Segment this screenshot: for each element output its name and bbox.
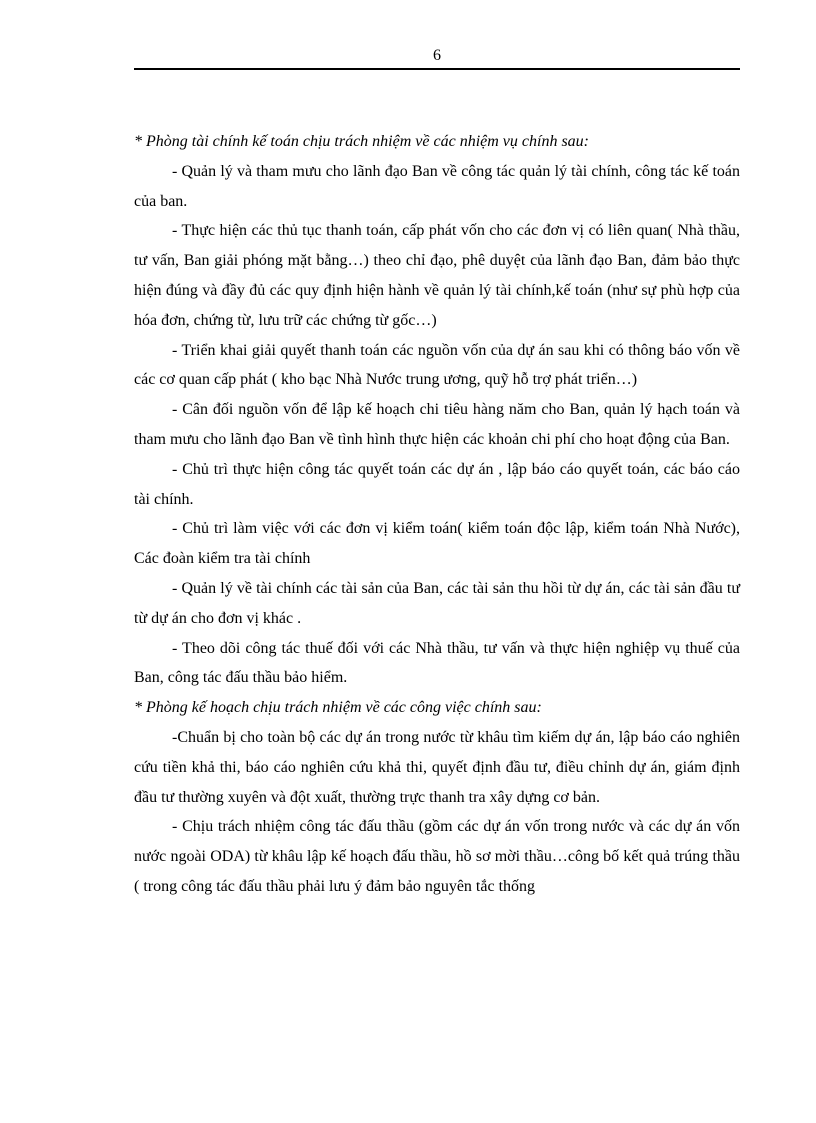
- finance-duty-paragraph: - Thực hiện các thủ tục thanh toán, cấp phát vốn cho các đơn vị có liên quan( Nhà thầu, tư vấn, Ban giải phóng mặt bằng…) theo chỉ đạo, phê duyệt của lãnh đạo Ban, đảm bảo thực hiện đúng và đầy đủ các quy định hiện hành về quản lý tài chính,kế toán (như sự phù hợp của hóa đơn, chứng từ, lưu trữ các chứng từ gốc…): [134, 222, 740, 329]
- finance-duty-paragraph: - Chủ trì làm việc với các đơn vị kiểm toán( kiểm toán độc lập, kiểm toán Nhà Nước), Các đoàn kiểm tra tài chính: [134, 520, 740, 568]
- section-heading-planning: * Phòng kế hoạch chịu trách nhiệm về các công việc chính sau:: [134, 699, 542, 717]
- finance-duty-paragraph: - Theo dõi công tác thuế đối với các Nhà thầu, tư vấn và thực hiện nghiệp vụ thuế của Ban, công tác đấu thầu bảo hiểm.: [134, 639, 740, 687]
- finance-duty-paragraph: - Quản lý về tài chính các tài sản của Ban, các tài sản thu hồi từ dự án, các tài sản đầu tư từ dự án cho đơn vị khác .: [134, 579, 740, 627]
- finance-duty-paragraph: - Chủ trì thực hiện công tác quyết toán các dự án , lập báo cáo quyết toán, các báo cáo tài chính.: [134, 460, 740, 508]
- header-divider: [134, 68, 740, 70]
- page-number: 6: [433, 47, 441, 64]
- finance-duty-paragraph: - Triển khai giải quyết thanh toán các nguồn vốn của dự án sau khi có thông báo vốn về các cơ quan cấp phát ( kho bạc Nhà Nước trung ương, quỹ hỗ trợ phát triển…): [134, 341, 740, 389]
- section-heading-finance: * Phòng tài chính kế toán chịu trách nhiệm về các nhiệm vụ chính sau:: [134, 133, 589, 150]
- finance-duty-paragraph: - Cân đối nguồn vốn để lập kế hoạch chi tiêu hàng năm cho Ban, quản lý hạch toán và tham mưu cho lãnh đạo Ban về tình hình thực hiện các khoản chi phí cho hoạt động của Ban.: [134, 401, 740, 448]
- document-body: [134, 127, 740, 902]
- finance-duty-paragraph: - Quản lý và tham mưu cho lãnh đạo Ban về công tác quản lý tài chính, công tác kế toán của ban.: [134, 162, 740, 210]
- planning-duty-paragraph: - Chịu trách nhiệm công tác đấu thầu (gồm các dự án vốn trong nước và các dự án vốn nước ngoài ODA) từ khâu lập kế hoạch đấu thầu, hồ sơ mời thầu…công bố kết quả trúng thầu ( trong công tác đấu thầu phải lưu ý đảm bảo nguyên tắc thống: [134, 818, 740, 895]
- planning-duty-paragraph: -Chuẩn bị cho toàn bộ các dự án trong nước từ khâu tìm kiếm dự án, lập báo cáo nghiên cứu tiền khả thi, báo cáo nghiên cứu khả thi, quyết định đầu tư, điều chỉnh dự án, giám định đầu tư thường xuyên và đột xuất, thường trực thanh tra xây dựng cơ bản.: [134, 728, 740, 806]
